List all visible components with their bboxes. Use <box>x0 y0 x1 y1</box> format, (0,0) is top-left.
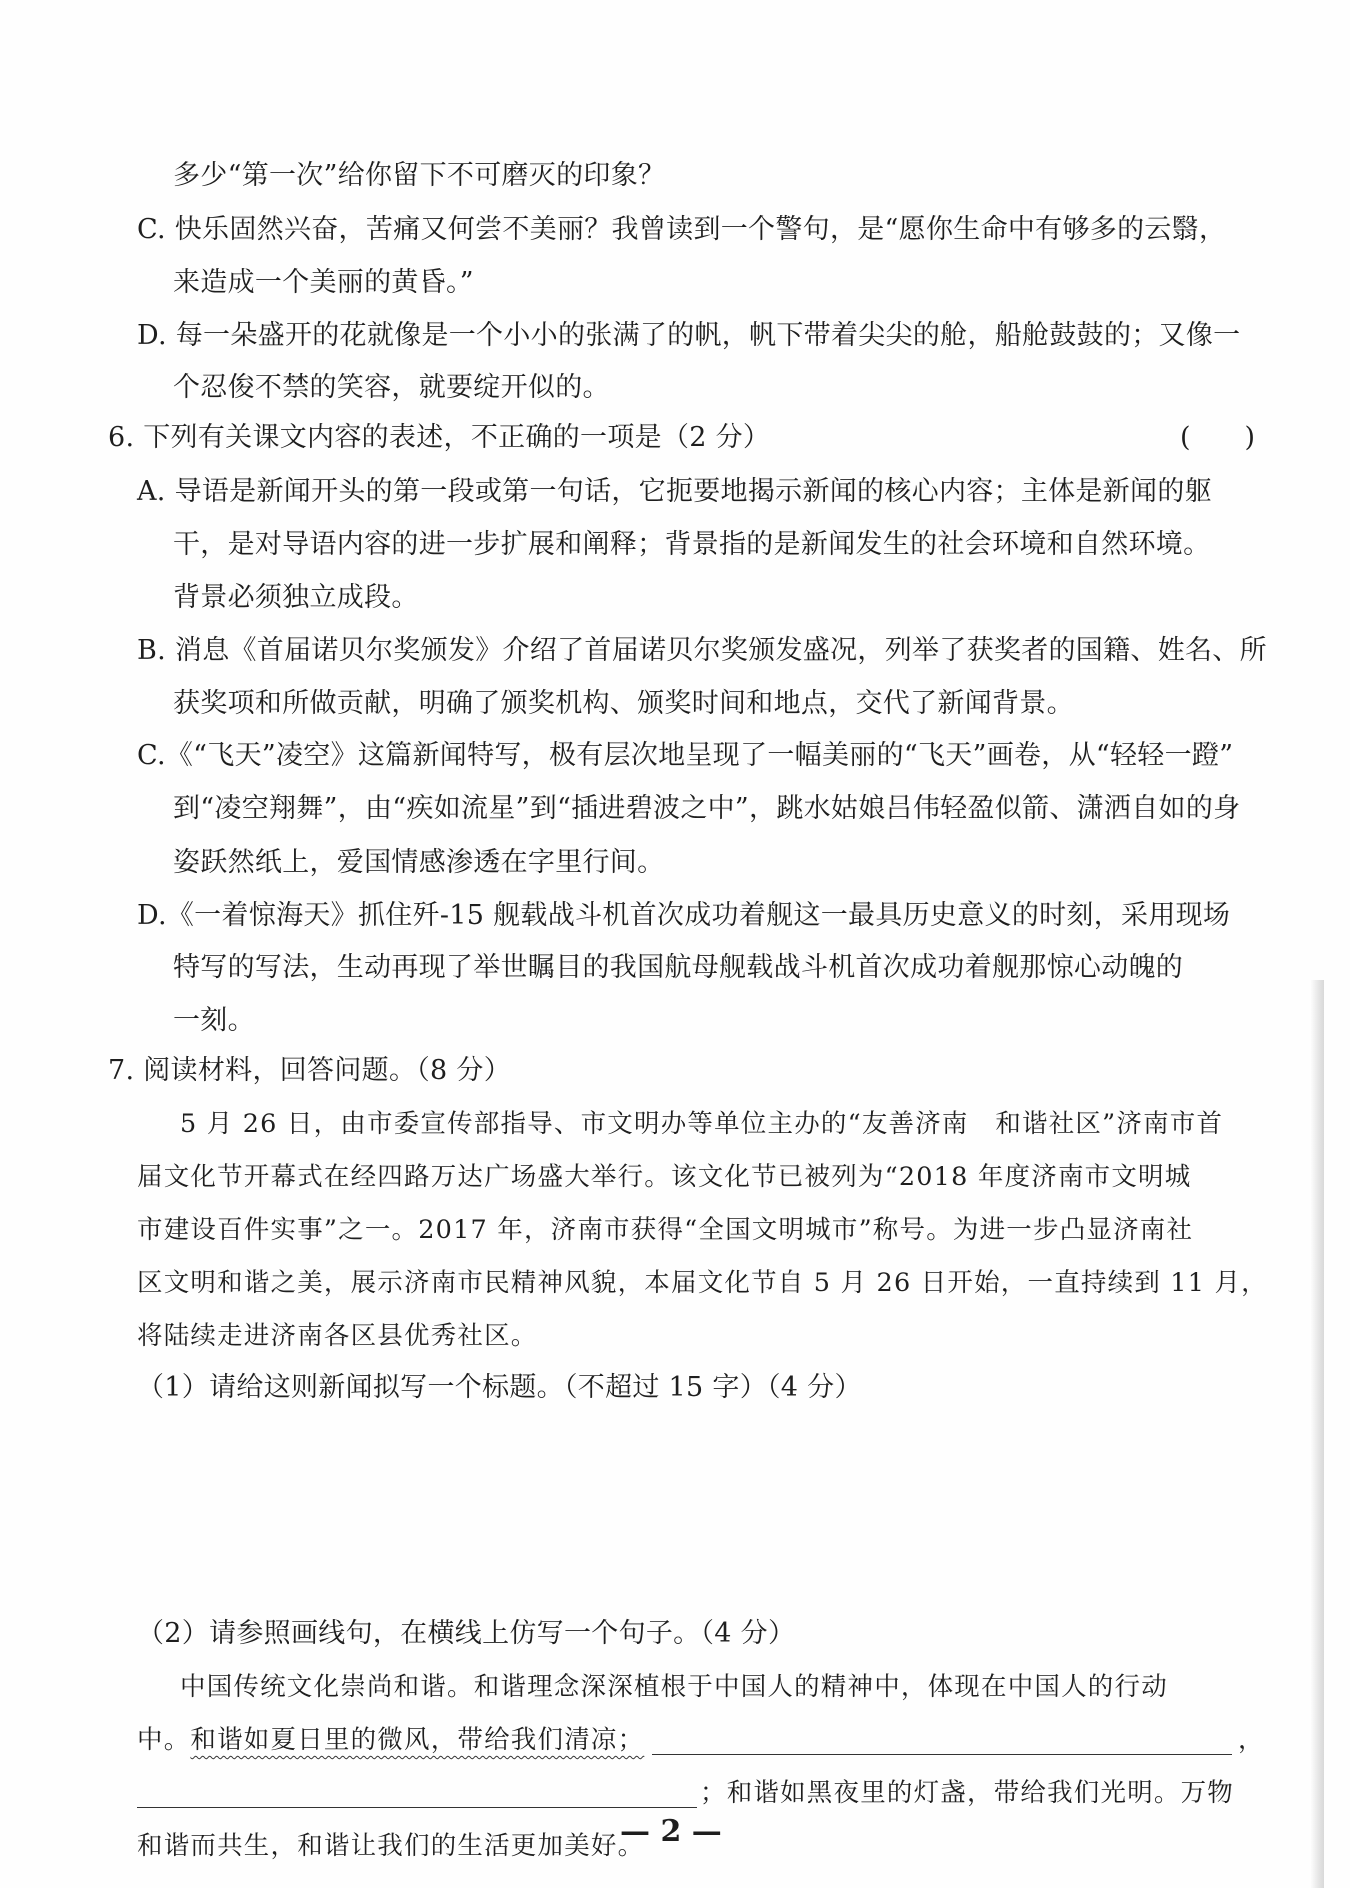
q6-option-a-line-1: A. 导语是新闻开头的第一段或第一句话，它扼要地揭示新闻的核心内容；主体是新闻的躯 <box>137 476 1212 507</box>
option-c-line-2: 来造成一个美丽的黄昏。” <box>173 267 474 298</box>
answer-blank-2[interactable] <box>137 1807 697 1808</box>
q6-option-a-line-2: 干，是对导语内容的进一步扩展和阐释；背景指的是新闻发生的社会环境和自然环境。 <box>173 529 1211 560</box>
q6-option-d-line-3: 一刻。 <box>173 1005 255 1036</box>
option-d-line-1: D. 每一朵盛开的花就像是一个小小的张满了的帆，帆下带着尖尖的舱，船舱鼓鼓的；又像一 <box>137 320 1241 351</box>
sub-question-2: （2）请参照画线句，在横线上仿写一个句子。（4 分） <box>137 1618 796 1649</box>
answer-parentheses: ( ) <box>1180 422 1256 453</box>
question-6-stem: 6. 下列有关课文内容的表述，不正确的一项是（2 分） <box>108 422 771 453</box>
q6-option-c-line-3: 姿跃然纸上，爱国情感渗透在字里行间。 <box>173 847 665 878</box>
imitation-passage-line-4: 和谐而共生，和谐让我们的生活更加美好。 <box>137 1831 645 1861</box>
q6-option-b-line-2: 获奖项和所做贡献，明确了颁奖机构、颁奖时间和地点，交代了新闻背景。 <box>173 688 1074 719</box>
q6-option-b-line-1: B. 消息《首届诺贝尔奖颁发》介绍了首届诺贝尔奖颁发盛况，列举了获奖者的国籍、姓名、所 <box>137 635 1267 666</box>
option-d-line-2: 个忍俊不禁的笑容，就要绽开似的。 <box>173 372 610 403</box>
material-line-5: 将陆续走进济南各区县优秀社区。 <box>137 1321 538 1351</box>
option-c-line-1: C. 快乐固然兴奋，苦痛又何尝不美丽？我曾读到一个警句，是“愿你生命中有够多的云翳， <box>137 214 1227 245</box>
answer-blank-1[interactable] <box>652 1754 1232 1755</box>
material-line-4: 区文明和谐之美，展示济南市民精神风貌，本届文化节自 5 月 26 日开始，一直持续到 11 月， <box>137 1268 1268 1298</box>
q6-option-c-line-1: C.《“飞天”凌空》这篇新闻特写，极有层次地呈现了一幅美丽的“飞天”画卷，从“轻轻一蹬” <box>137 740 1234 771</box>
underlined-model-sentence: 和谐如夏日里的微风，带给我们清凉； <box>190 1725 645 1755</box>
q6-option-d-line-1: D.《一着惊海天》抓住歼-15 舰载战斗机首次成功着舰这一最具历史意义的时刻，采用现场 <box>137 900 1231 931</box>
imitation-passage-line-2 <box>137 1722 644 1758</box>
q6-option-a-line-3: 背景必须独立成段。 <box>173 582 419 613</box>
imitation-passage-line-3: ；和谐如黑夜里的灯盏，带给我们光明。万物 <box>700 1778 1235 1808</box>
comma-mark: ， <box>1238 1725 1265 1755</box>
q6-option-d-line-2: 特写的写法，生动再现了举世瞩目的我国航母舰载战斗机首次成功着舰那惊心动魄的 <box>173 952 1184 983</box>
page-edge-shadow <box>1310 980 1324 1888</box>
q6-option-c-line-2: 到“凌空翔舞”，由“疾如流星”到“插进碧波之中”，跳水姑娘吕伟轻盈似箭、潇洒自如的身 <box>173 793 1241 824</box>
question-7-stem: 7. 阅读材料，回答问题。（8 分） <box>108 1055 512 1086</box>
page-number: — 2 — <box>620 1814 722 1849</box>
passage-text: 中。 <box>137 1725 191 1755</box>
imitation-passage-line-1: 中国传统文化崇尚和谐。和谐理念深深植根于中国人的精神中，体现在中国人的行动 <box>180 1672 1168 1702</box>
material-line-2: 届文化节开幕式在经四路万达广场盛大举行。该文化节已被列为“2018 年度济南市文明城 <box>137 1162 1192 1192</box>
sub-question-1: （1）请给这则新闻拟写一个标题。（不超过 15 字）（4 分） <box>137 1372 862 1403</box>
option-b-continuation: 多少“第一次”给你留下不可磨灭的印象？ <box>173 160 666 191</box>
material-line-3: 市建设百件实事”之一。2017 年，济南市获得“全国文明城市”称号。为进一步凸显济南社 <box>137 1215 1194 1245</box>
material-line-1: 5 月 26 日，由市委宣传部指导、市文明办等单位主办的“友善济南 和谐社区”济南市首 <box>180 1109 1224 1139</box>
